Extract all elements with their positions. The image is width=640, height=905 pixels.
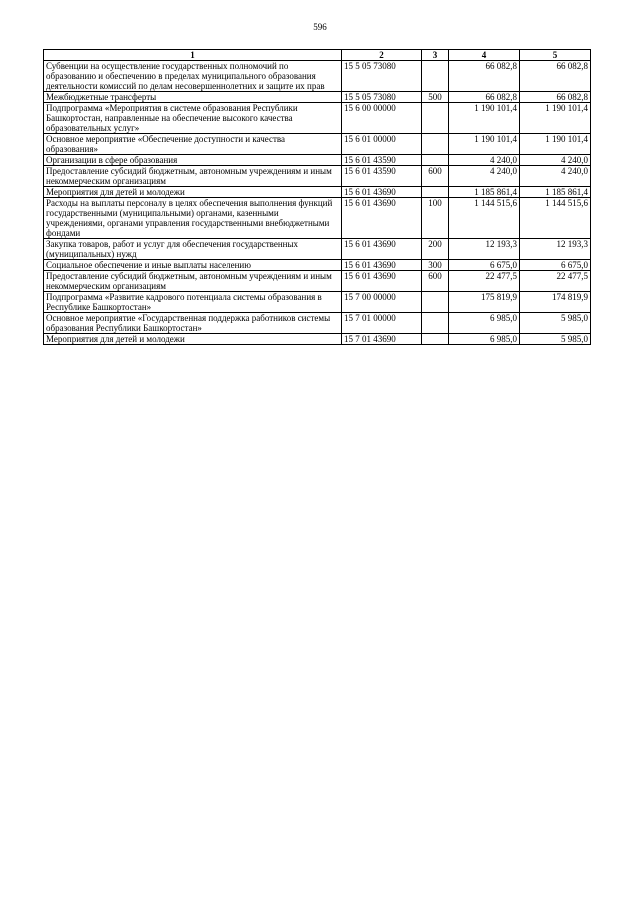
row-name: Мероприятия для детей и молодежи bbox=[44, 334, 342, 345]
row-expense-type bbox=[422, 61, 449, 92]
row-code: 15 6 01 43590 bbox=[342, 166, 422, 187]
row-expense-type: 300 bbox=[422, 260, 449, 271]
row-amount-col-4: 6 675,0 bbox=[449, 260, 520, 271]
header-col-1: 1 bbox=[44, 50, 342, 61]
row-amount-col-5: 4 240,0 bbox=[520, 166, 591, 187]
header-col-4: 4 bbox=[449, 50, 520, 61]
row-amount-col-4: 22 477,5 bbox=[449, 271, 520, 292]
table-row bbox=[44, 313, 591, 334]
row-code: 15 6 01 43590 bbox=[342, 155, 422, 166]
row-expense-type bbox=[422, 334, 449, 345]
row-code: 15 7 01 43690 bbox=[342, 334, 422, 345]
row-code: 15 5 05 73080 bbox=[342, 61, 422, 92]
table-row bbox=[44, 292, 591, 313]
row-amount-col-4: 6 985,0 bbox=[449, 313, 520, 334]
table-row bbox=[44, 239, 591, 260]
row-amount-col-4: 6 985,0 bbox=[449, 334, 520, 345]
table-header-row bbox=[44, 50, 591, 61]
row-expense-type: 600 bbox=[422, 166, 449, 187]
table-row bbox=[44, 134, 591, 155]
table-row bbox=[44, 334, 591, 345]
row-name: Субвенции на осуществление государственных полномочий по образованию и обеспечению в пределах муниципального образования деятельности комиссий по делам несовершеннолетних и защите их прав bbox=[44, 61, 342, 92]
row-expense-type bbox=[422, 103, 449, 134]
row-expense-type: 600 bbox=[422, 271, 449, 292]
row-name: Подпрограмма «Развитие кадрового потенциала системы образования в Республике Башкортостан» bbox=[44, 292, 342, 313]
row-amount-col-5: 66 082,8 bbox=[520, 61, 591, 92]
row-code: 15 6 01 43690 bbox=[342, 260, 422, 271]
row-amount-col-5: 22 477,5 bbox=[520, 271, 591, 292]
row-expense-type: 200 bbox=[422, 239, 449, 260]
row-code: 15 6 01 43690 bbox=[342, 271, 422, 292]
header-col-2: 2 bbox=[342, 50, 422, 61]
table-row bbox=[44, 271, 591, 292]
row-amount-col-4: 1 190 101,4 bbox=[449, 103, 520, 134]
table-row bbox=[44, 187, 591, 198]
row-name: Предоставление субсидий бюджетным, автономным учреждениям и иным некоммерческим организациям bbox=[44, 166, 342, 187]
row-name: Социальное обеспечение и иные выплаты населению bbox=[44, 260, 342, 271]
row-amount-col-4: 1 190 101,4 bbox=[449, 134, 520, 155]
row-code: 15 6 01 43690 bbox=[342, 239, 422, 260]
row-amount-col-5: 4 240,0 bbox=[520, 155, 591, 166]
row-expense-type bbox=[422, 134, 449, 155]
row-code: 15 6 01 00000 bbox=[342, 134, 422, 155]
header-col-5: 5 bbox=[520, 50, 591, 61]
row-code: 15 7 01 00000 bbox=[342, 313, 422, 334]
row-amount-col-4: 1 144 515,6 bbox=[449, 198, 520, 239]
table-row bbox=[44, 103, 591, 134]
row-name: Организации в сфере образования bbox=[44, 155, 342, 166]
row-expense-type bbox=[422, 313, 449, 334]
table-row bbox=[44, 198, 591, 239]
table-row bbox=[44, 155, 591, 166]
row-expense-type bbox=[422, 187, 449, 198]
budget-table bbox=[43, 49, 591, 345]
row-code: 15 6 00 00000 bbox=[342, 103, 422, 134]
row-amount-col-4: 4 240,0 bbox=[449, 166, 520, 187]
table-row bbox=[44, 92, 591, 103]
row-code: 15 6 01 43690 bbox=[342, 187, 422, 198]
table-row bbox=[44, 61, 591, 92]
row-amount-col-5: 1 190 101,4 bbox=[520, 103, 591, 134]
row-name: Мероприятия для детей и молодежи bbox=[44, 187, 342, 198]
row-expense-type: 500 bbox=[422, 92, 449, 103]
row-code: 15 6 01 43690 bbox=[342, 198, 422, 239]
table-body bbox=[44, 61, 591, 345]
header-col-3: 3 bbox=[422, 50, 449, 61]
row-amount-col-5: 5 985,0 bbox=[520, 334, 591, 345]
row-amount-col-5: 66 082,8 bbox=[520, 92, 591, 103]
row-amount-col-5: 1 190 101,4 bbox=[520, 134, 591, 155]
row-code: 15 7 00 00000 bbox=[342, 292, 422, 313]
row-amount-col-5: 1 185 861,4 bbox=[520, 187, 591, 198]
row-name: Предоставление субсидий бюджетным, автономным учреждениям и иным некоммерческим организациям bbox=[44, 271, 342, 292]
row-amount-col-4: 1 185 861,4 bbox=[449, 187, 520, 198]
row-amount-col-4: 12 193,3 bbox=[449, 239, 520, 260]
row-name: Расходы на выплаты персоналу в целях обеспечения выполнения функций государственными (муниципальными) органами, казенными учреждениями, органами управления государственными внебюджетными фондами bbox=[44, 198, 342, 239]
row-expense-type bbox=[422, 292, 449, 313]
row-name: Основное мероприятие «Государственная поддержка работников системы образования Республики Башкортостан» bbox=[44, 313, 342, 334]
table-row bbox=[44, 166, 591, 187]
row-amount-col-5: 174 819,9 bbox=[520, 292, 591, 313]
page-number: 596 bbox=[313, 22, 327, 32]
row-name: Подпрограмма «Мероприятия в системе образования Республики Башкортостан, направленные на обеспечение высокого качества образовательных услуг» bbox=[44, 103, 342, 134]
row-expense-type bbox=[422, 155, 449, 166]
row-expense-type: 100 bbox=[422, 198, 449, 239]
row-name: Закупка товаров, работ и услуг для обеспечения государственных (муниципальных) нужд bbox=[44, 239, 342, 260]
table-row bbox=[44, 260, 591, 271]
row-amount-col-4: 4 240,0 bbox=[449, 155, 520, 166]
row-code: 15 5 05 73080 bbox=[342, 92, 422, 103]
row-name: Межбюджетные трансферты bbox=[44, 92, 342, 103]
row-amount-col-4: 175 819,9 bbox=[449, 292, 520, 313]
row-amount-col-5: 6 675,0 bbox=[520, 260, 591, 271]
row-name: Основное мероприятие «Обеспечение доступности и качества образования» bbox=[44, 134, 342, 155]
row-amount-col-5: 5 985,0 bbox=[520, 313, 591, 334]
row-amount-col-4: 66 082,8 bbox=[449, 92, 520, 103]
row-amount-col-4: 66 082,8 bbox=[449, 61, 520, 92]
row-amount-col-5: 1 144 515,6 bbox=[520, 198, 591, 239]
row-amount-col-5: 12 193,3 bbox=[520, 239, 591, 260]
